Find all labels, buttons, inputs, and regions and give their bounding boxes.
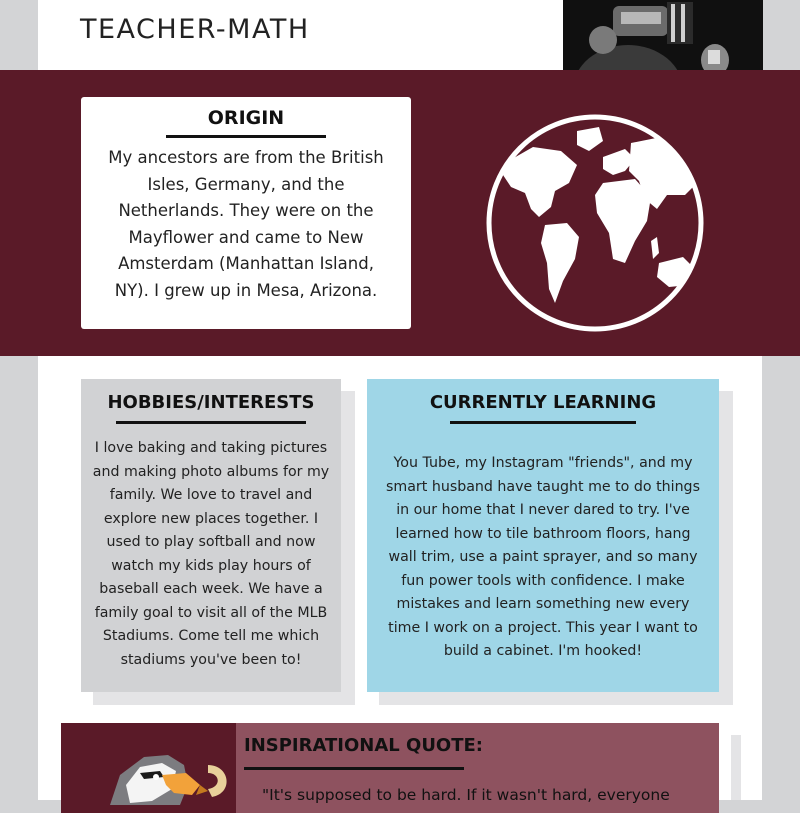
quote-title-rule	[244, 767, 464, 770]
origin-card	[81, 97, 411, 329]
globe-icon	[485, 113, 705, 333]
origin-title: ORIGIN	[207, 107, 285, 129]
learning-line: time I work on a project. This year I want to	[388, 619, 698, 636]
quote-title: INSPIRATIONAL QUOTE:	[244, 735, 484, 756]
learning-line: fun power tools with confidence. I make	[401, 572, 685, 589]
hobbies-title: HOBBIES/INTERESTS	[107, 392, 315, 413]
origin-line: Amsterdam (Manhattan Island,	[118, 254, 374, 273]
hobbies-line: family goal to visit all of the MLB	[94, 604, 328, 621]
learning-title-rule	[450, 421, 636, 424]
learning-text	[367, 452, 719, 664]
eagle-mascot-icon	[100, 745, 240, 805]
hobbies-line: baseball each week. We have a	[99, 581, 323, 597]
hobbies-card	[81, 379, 341, 692]
origin-line: Netherlands. They were on the	[118, 201, 374, 220]
hobbies-title-rule	[116, 421, 306, 424]
learning-line: mistakes and learn something new every	[396, 596, 690, 612]
hobbies-text	[81, 437, 341, 672]
origin-line: Isles, Germany, and the	[147, 174, 345, 194]
learning-line: You Tube, my Instagram "friends", and my	[393, 455, 693, 471]
hobbies-line: and making photo albums for my	[92, 463, 330, 480]
learning-line: wall trim, use a paint sprayer, and so many	[388, 549, 698, 565]
origin-text	[81, 145, 411, 304]
profile-photo	[563, 0, 763, 70]
hobbies-line: family. We love to travel and	[109, 487, 313, 503]
page-title: TEACHER-MATH	[80, 14, 310, 45]
learning-line: build a cabinet. I'm hooked!	[443, 643, 643, 659]
quote-card-shadow	[731, 735, 741, 800]
hobbies-line: stadiums you've been to!	[120, 651, 302, 668]
hobbies-line: used to play softball and now	[106, 534, 316, 550]
learning-title: CURRENTLY LEARNING	[429, 392, 657, 413]
hobbies-line: Stadiums. Come tell me which	[102, 628, 320, 644]
hobbies-line: watch my kids play hours of	[111, 557, 311, 574]
hobbies-line: I love baking and taking pictures	[94, 440, 328, 456]
origin-title-rule	[166, 135, 326, 138]
origin-line: Mayflower and came to New	[128, 227, 364, 247]
learning-line: learned how to tile bathroom floors, hang	[395, 525, 691, 542]
hobbies-line: explore new places together. I	[103, 510, 319, 527]
learning-line: in our home that I never dared to try. I've	[396, 502, 690, 518]
learning-line: smart husband have taught me to do things	[386, 478, 700, 495]
learning-card	[367, 379, 719, 692]
origin-line: NY). I grew up in Mesa, Arizona.	[114, 280, 378, 300]
quote-text: "It's supposed to be hard. If it wasn't hard, everyone	[262, 786, 670, 804]
origin-line: My ancestors are from the British	[108, 148, 384, 167]
